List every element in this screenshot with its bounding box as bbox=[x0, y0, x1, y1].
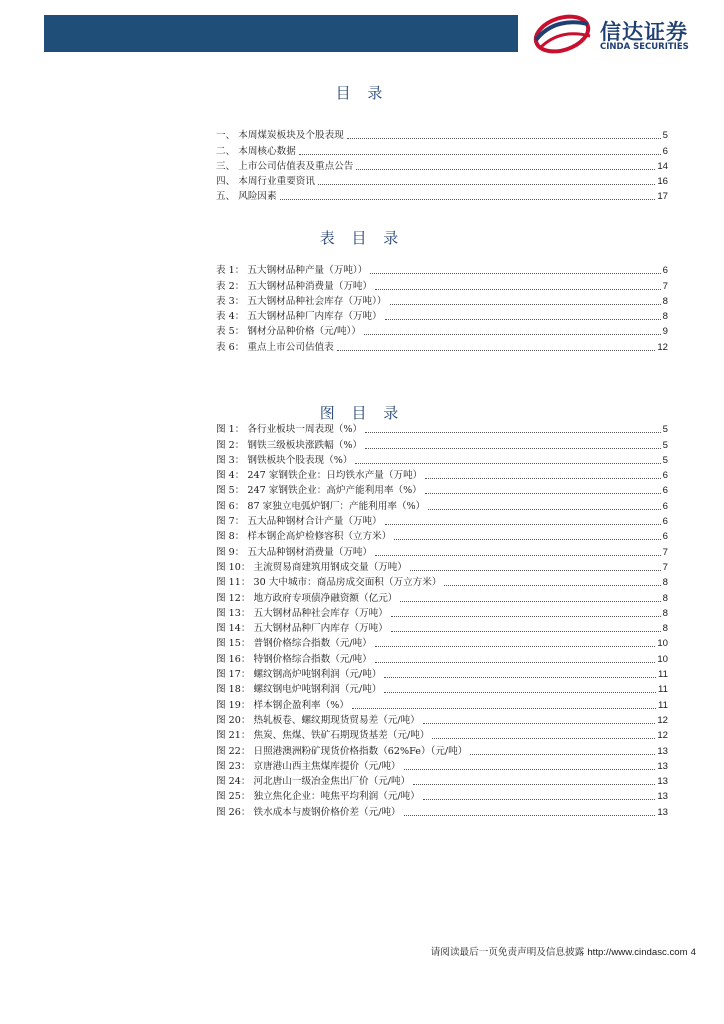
entry-label: 图 5： 247 家钢铁企业：高炉产能利用率（%） bbox=[216, 485, 422, 497]
entry-page-number: 13 bbox=[657, 806, 668, 818]
toc-entry[interactable] bbox=[216, 421, 668, 436]
entry-label: 图 1： 各行业板块一周表现（%） bbox=[216, 424, 363, 436]
dot-leader bbox=[425, 477, 660, 479]
entry-label: 图 24： 河北唐山一级冶金焦出厂价（元/吨） bbox=[216, 776, 411, 788]
toc-entry[interactable] bbox=[216, 712, 668, 727]
entry-label: 表 6： 重点上市公司估值表 bbox=[216, 341, 334, 353]
toc-entry[interactable] bbox=[216, 696, 668, 711]
entry-label: 图 16： 特钢价格综合指数（元/吨） bbox=[216, 653, 372, 665]
dot-leader bbox=[391, 615, 661, 617]
dot-leader bbox=[423, 798, 656, 800]
entry-label: 图 19： 样本钢企盈利率（%） bbox=[216, 699, 349, 711]
dot-leader bbox=[280, 198, 656, 200]
entry-label: 五、 风险因素 bbox=[216, 191, 277, 203]
entry-label: 图 17： 螺纹钢高炉吨钢利润（元/吨） bbox=[216, 669, 382, 681]
entry-label: 二、 本周核心数据 bbox=[216, 145, 296, 157]
figure-index-title: 图 目 录 bbox=[319, 404, 405, 422]
toc-entry[interactable] bbox=[216, 635, 668, 650]
toc-list bbox=[216, 127, 668, 203]
dot-leader bbox=[375, 645, 655, 647]
logo-english-text: CINDA SECURITIES bbox=[600, 42, 689, 52]
toc-entry[interactable] bbox=[216, 188, 668, 203]
entry-label: 三、 上市公司估值表及重点公告 bbox=[216, 160, 354, 172]
toc-entry[interactable] bbox=[216, 681, 668, 696]
entry-page-number: 6 bbox=[662, 485, 668, 497]
entry-page-number: 12 bbox=[657, 730, 668, 742]
entry-page-number: 8 bbox=[662, 607, 668, 619]
logo-chinese-text: 信达证券 bbox=[600, 20, 688, 44]
toc-entry[interactable] bbox=[216, 742, 668, 757]
toc-entry[interactable] bbox=[216, 173, 668, 188]
dot-leader bbox=[375, 661, 655, 663]
entry-label: 图 6： 87 家独立电弧炉钢厂：产能利用率（%） bbox=[216, 500, 426, 512]
entry-label: 图 23： 京唐港山西主焦煤库提价（元/吨） bbox=[216, 760, 401, 772]
toc-entry[interactable] bbox=[216, 497, 668, 512]
dot-leader bbox=[385, 523, 661, 525]
toc-entry[interactable] bbox=[216, 262, 668, 277]
toc-entry[interactable] bbox=[216, 308, 668, 323]
dot-leader bbox=[385, 318, 661, 320]
toc-entry[interactable] bbox=[216, 467, 668, 482]
toc-entry[interactable] bbox=[216, 788, 668, 803]
entry-label: 图 3： 钢铁板块个股表现（%） bbox=[216, 454, 353, 466]
dot-leader bbox=[318, 183, 655, 185]
entry-page-number: 6 bbox=[662, 470, 668, 482]
entry-page-number: 10 bbox=[657, 638, 668, 650]
figure-index-list bbox=[216, 421, 668, 819]
dot-leader bbox=[347, 137, 661, 139]
toc-entry[interactable] bbox=[216, 127, 668, 142]
entry-page-number: 6 bbox=[662, 145, 668, 157]
toc-entry[interactable] bbox=[216, 323, 668, 338]
entry-page-number: 14 bbox=[657, 160, 668, 172]
entry-label: 图 12： 地方政府专项债净融资额（亿元） bbox=[216, 592, 398, 604]
entry-label: 图 26： 铁水成本与废钢价格价差（元/吨） bbox=[216, 806, 401, 818]
toc-title: 目 录 bbox=[335, 84, 389, 102]
table-index-title: 表 目 录 bbox=[319, 229, 405, 247]
toc-entry[interactable] bbox=[216, 543, 668, 558]
entry-label: 图 2： 钢铁三级板块涨跌幅（%） bbox=[216, 439, 363, 451]
toc-entry[interactable] bbox=[216, 482, 668, 497]
entry-page-number: 8 bbox=[662, 295, 668, 307]
toc-entry[interactable] bbox=[216, 436, 668, 451]
dot-leader bbox=[390, 303, 661, 305]
toc-entry[interactable] bbox=[216, 559, 668, 574]
dot-leader bbox=[423, 722, 656, 724]
toc-entry[interactable] bbox=[216, 758, 668, 773]
entry-page-number: 7 bbox=[662, 561, 668, 573]
dot-leader bbox=[337, 349, 656, 351]
toc-entry[interactable] bbox=[216, 605, 668, 620]
entry-label: 图 13： 五大钢材品种社会库存（万吨） bbox=[216, 607, 388, 619]
toc-entry[interactable] bbox=[216, 727, 668, 742]
entry-page-number: 11 bbox=[658, 669, 668, 681]
toc-entry[interactable] bbox=[216, 574, 668, 589]
toc-entry[interactable] bbox=[216, 803, 668, 818]
entry-label: 图 9： 五大品种钢材消费量（万吨） bbox=[216, 546, 373, 558]
toc-entry[interactable] bbox=[216, 513, 668, 528]
entry-page-number: 11 bbox=[658, 699, 668, 711]
entry-label: 图 14： 五大钢材品种厂内库存（万吨） bbox=[216, 623, 388, 635]
entry-page-number: 8 bbox=[662, 311, 668, 323]
entry-page-number: 8 bbox=[662, 592, 668, 604]
entry-label: 表 1： 五大钢材品种产量（万吨）） bbox=[216, 265, 368, 277]
dot-leader bbox=[432, 737, 655, 739]
entry-page-number: 8 bbox=[662, 577, 668, 589]
dot-leader bbox=[365, 447, 661, 449]
entry-label: 表 5： 钢材分品种价格（元/吨）） bbox=[216, 326, 361, 338]
cinda-logo-mark bbox=[528, 14, 594, 56]
table-index-list bbox=[216, 262, 668, 354]
entry-label: 图 8： 样本钢企高炉检修容积（立方米） bbox=[216, 531, 392, 543]
dot-leader bbox=[356, 168, 655, 170]
dot-leader bbox=[364, 333, 661, 335]
dot-leader bbox=[404, 814, 656, 816]
dot-leader bbox=[410, 569, 661, 571]
toc-entry[interactable] bbox=[216, 589, 668, 604]
toc-entry[interactable] bbox=[216, 452, 668, 467]
dot-leader bbox=[404, 768, 656, 770]
toc-entry[interactable] bbox=[216, 666, 668, 681]
dot-leader bbox=[299, 153, 661, 155]
toc-entry[interactable] bbox=[216, 650, 668, 665]
entry-page-number: 6 bbox=[662, 500, 668, 512]
entry-page-number: 12 bbox=[657, 341, 668, 353]
dot-leader bbox=[375, 554, 661, 556]
toc-entry[interactable] bbox=[216, 773, 668, 788]
entry-page-number: 5 bbox=[662, 130, 668, 142]
dot-leader bbox=[444, 584, 660, 586]
dot-leader bbox=[355, 462, 660, 464]
entry-label: 表 3： 五大钢材品种社会库存（万吨）） bbox=[216, 295, 387, 307]
dot-leader bbox=[375, 288, 661, 290]
dot-leader bbox=[428, 508, 660, 510]
toc-entry[interactable] bbox=[216, 142, 668, 157]
entry-page-number: 11 bbox=[658, 684, 668, 696]
entry-label: 表 2： 五大钢材品种消费量（万吨） bbox=[216, 280, 373, 292]
entry-page-number: 7 bbox=[662, 280, 668, 292]
entry-page-number: 8 bbox=[662, 623, 668, 635]
entry-page-number: 13 bbox=[657, 760, 668, 772]
page-number: 4 bbox=[690, 947, 696, 958]
entry-page-number: 5 bbox=[662, 424, 668, 436]
entry-page-number: 6 bbox=[662, 265, 668, 277]
toc-entry[interactable] bbox=[216, 277, 668, 292]
entry-label: 图 25： 独立焦化企业：吨焦平均利润（元/吨） bbox=[216, 791, 420, 803]
header-banner bbox=[44, 15, 518, 52]
entry-page-number: 6 bbox=[662, 516, 668, 528]
entry-page-number: 5 bbox=[662, 454, 668, 466]
entry-page-number: 12 bbox=[657, 714, 668, 726]
entry-label: 图 22： 日照港澳洲粉矿现货价格指数（62%Fe）（元/吨） bbox=[216, 745, 468, 757]
dot-leader bbox=[391, 630, 661, 632]
dot-leader bbox=[370, 272, 660, 274]
entry-label: 图 4： 247 家钢铁企业：日均铁水产量（万吨） bbox=[216, 470, 423, 482]
toc-entry[interactable] bbox=[216, 293, 668, 308]
entry-label: 图 20： 热轧板卷、螺纹期现货贸易差（元/吨） bbox=[216, 714, 420, 726]
entry-page-number: 5 bbox=[662, 439, 668, 451]
entry-page-number: 13 bbox=[657, 791, 668, 803]
cinda-logo bbox=[528, 14, 718, 56]
entry-page-number: 13 bbox=[657, 745, 668, 757]
dot-leader bbox=[413, 783, 655, 785]
entry-label: 图 18： 螺纹钢电炉吨钢利润（元/吨） bbox=[216, 684, 382, 696]
dot-leader bbox=[470, 753, 655, 755]
entry-label: 图 15： 普钢价格综合指数（元/吨） bbox=[216, 638, 372, 650]
entry-label: 图 21： 焦炭、焦煤、铁矿石期现货基差（元/吨） bbox=[216, 730, 430, 742]
dot-leader bbox=[352, 707, 656, 709]
toc-entry[interactable] bbox=[216, 158, 668, 173]
footer-url-link[interactable]: http://www.cindasc.com bbox=[587, 947, 688, 958]
entry-label: 图 7： 五大品种钢材合计产量（万吨） bbox=[216, 516, 382, 528]
entry-label: 一、 本周煤炭板块及个股表现 bbox=[216, 130, 344, 142]
dot-leader bbox=[384, 676, 656, 678]
entry-page-number: 13 bbox=[657, 776, 668, 788]
entry-page-number: 7 bbox=[662, 546, 668, 558]
entry-label: 图 10： 主流贸易商建筑用钢成交量（万吨） bbox=[216, 561, 407, 573]
dot-leader bbox=[425, 492, 661, 494]
entry-label: 四、 本周行业重要资讯 bbox=[216, 176, 315, 188]
entry-page-number: 9 bbox=[662, 326, 668, 338]
entry-page-number: 16 bbox=[657, 176, 668, 188]
entry-page-number: 6 bbox=[662, 531, 668, 543]
dot-leader bbox=[365, 431, 661, 433]
entry-label: 图 11： 30 大中城市：商品房成交面积（万立方米） bbox=[216, 577, 442, 589]
dot-leader bbox=[400, 600, 660, 602]
dot-leader bbox=[394, 538, 660, 540]
entry-page-number: 17 bbox=[657, 191, 668, 203]
dot-leader bbox=[384, 691, 656, 693]
footer-disclaimer: 请阅读最后一页免责声明及信息披露 bbox=[430, 947, 585, 958]
toc-entry[interactable] bbox=[216, 620, 668, 635]
entry-page-number: 10 bbox=[657, 653, 668, 665]
page-footer bbox=[431, 944, 696, 958]
toc-entry[interactable] bbox=[216, 528, 668, 543]
toc-entry[interactable] bbox=[216, 338, 668, 353]
entry-label: 表 4： 五大钢材品种厂内库存（万吨） bbox=[216, 311, 382, 323]
